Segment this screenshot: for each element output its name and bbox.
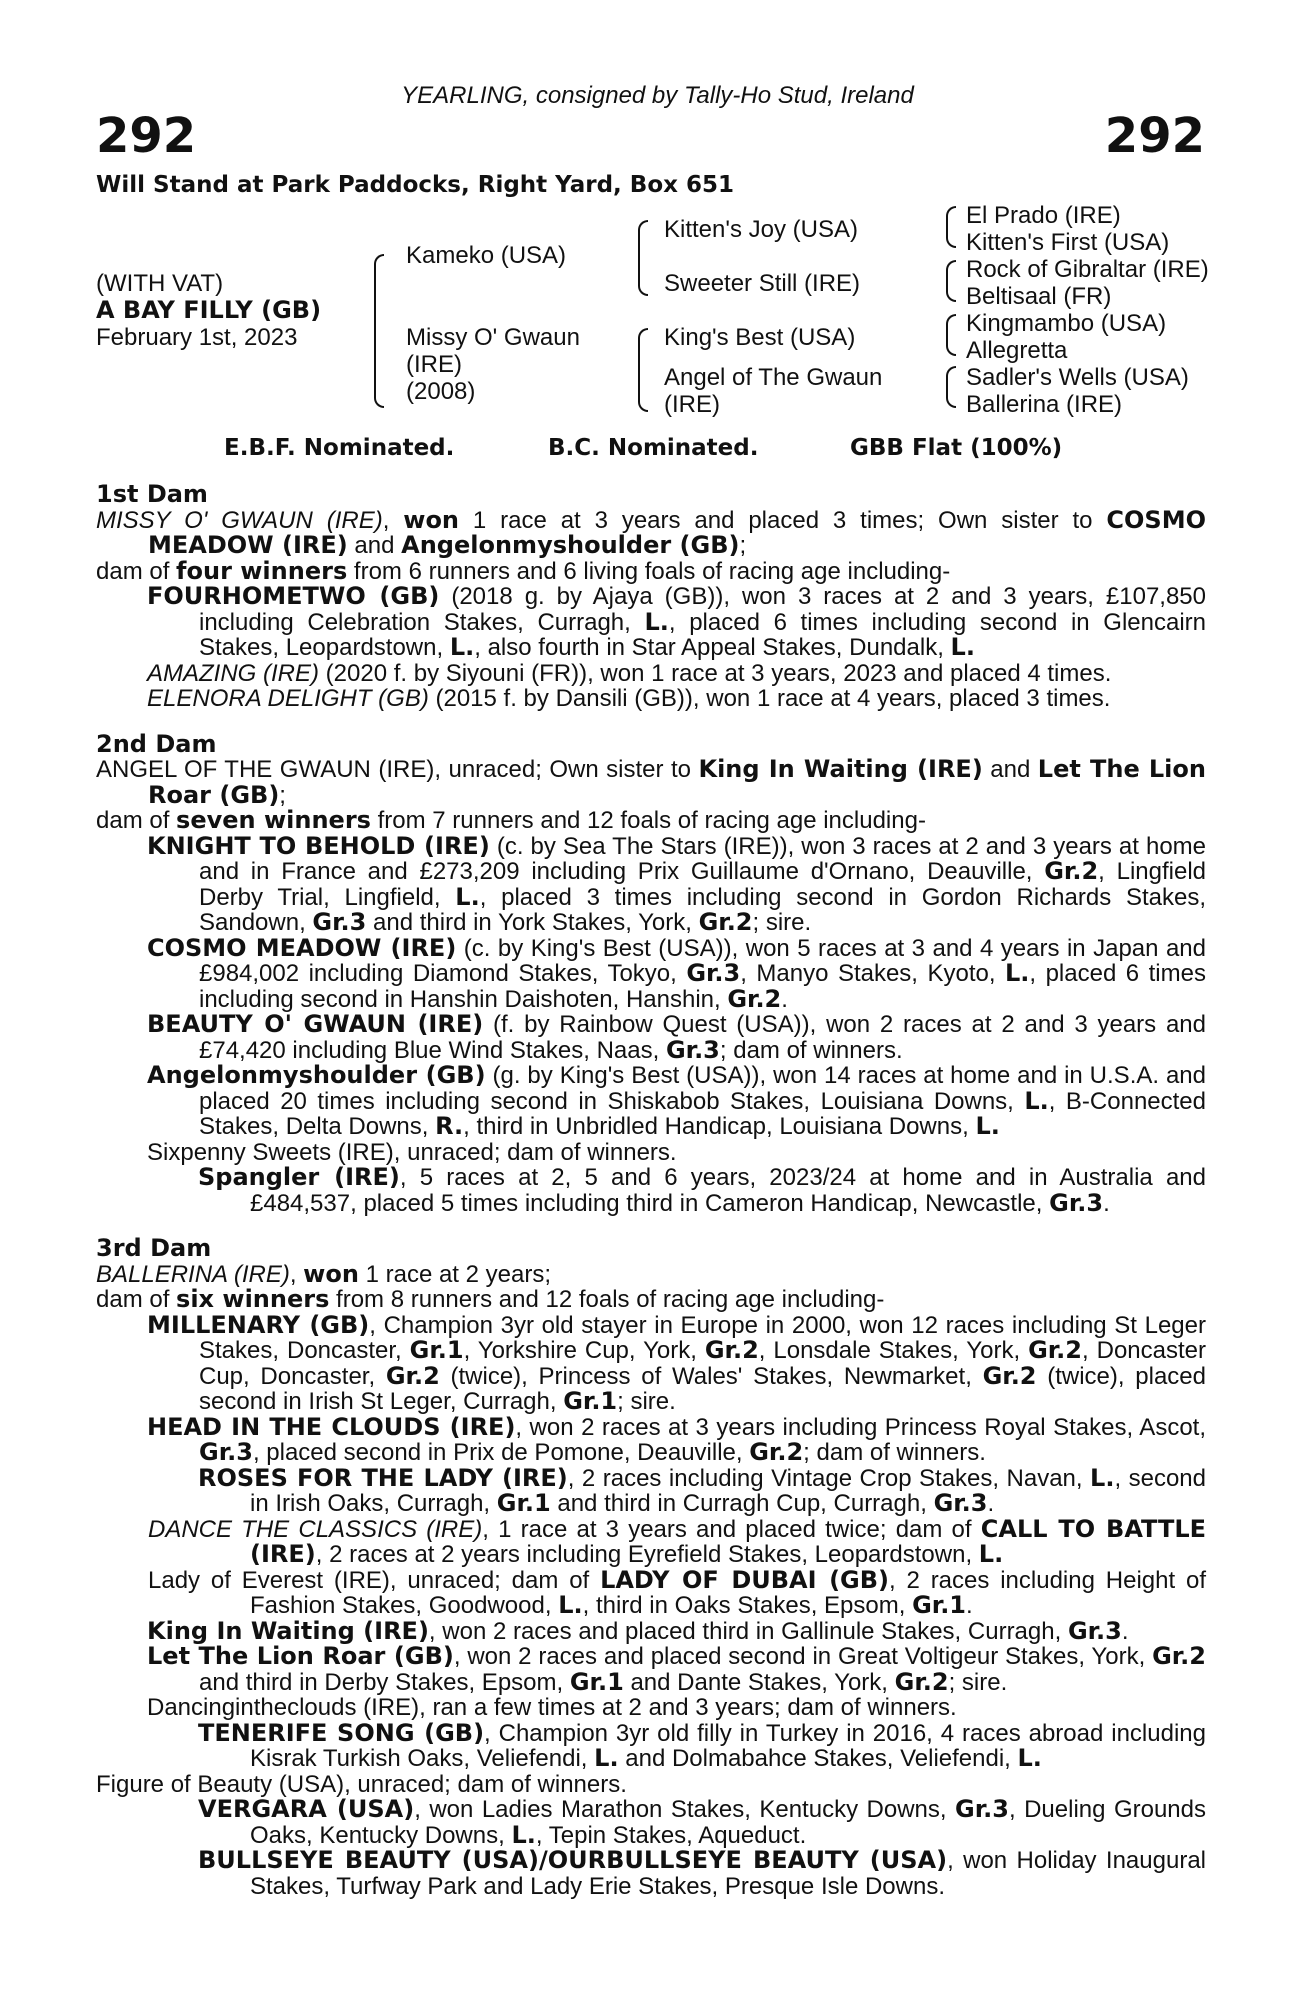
dam-name-line2: (IRE) bbox=[406, 351, 462, 378]
sire-sire: Kitten's Joy (USA) bbox=[664, 216, 858, 243]
gbb-scheme: GBB Flat (100%) bbox=[850, 435, 1063, 461]
pedigree-brace-sire bbox=[638, 220, 648, 296]
produce-entry: COSMO MEADOW (IRE) (c. by King's Best (USA)), won 5 races at 3 and 4 years in Japan and £984,002 including Diamond Stakes, Tokyo, Gr.3, Manyo Stakes, Kyoto, L., placed 6 times including second in Hanshin Daishoten, Hanshin, Gr.2. bbox=[147, 933, 1207, 1013]
produce-entry: Sixpenny Sweets (IRE), unraced; dam of winners. bbox=[147, 1138, 677, 1166]
produce-entry: Dancingintheclouds (IRE), ran a few times at 2 and 3 years; dam of winners. bbox=[147, 1694, 957, 1721]
produce-entry: Let The Lion Roar (GB), won 2 races and placed second in Great Voltigeur Stakes, York, Gr.2 and third in Derby Stakes, Epsom, Gr.1 and Dante Stakes, York, Gr.2; sire. bbox=[147, 1642, 1206, 1696]
produce-entry: AMAZING (IRE) (2020 f. by Siyouni (FR)), won 1 race at 3 years, 2023 and placed 4 times. bbox=[147, 659, 1112, 687]
lot-number-right: 292 bbox=[1104, 108, 1205, 164]
dam-name-line1: Missy O' Gwaun bbox=[406, 324, 580, 351]
pedigree-brace-main bbox=[374, 254, 384, 408]
sss-name: El Prado (IRE) bbox=[966, 202, 1121, 229]
produce-entry: BEAUTY O' GWAUN (IRE) (f. by Rainbow Quest (USA)), won 2 races at 2 and 3 years and £74,420 including Blue Wind Stakes, Naas, Gr.3; dam of winners. bbox=[147, 1010, 1207, 1064]
dam-sire: King's Best (USA) bbox=[664, 324, 856, 351]
sds-name: Rock of Gibraltar (IRE) bbox=[966, 256, 1209, 283]
produce-entry: HEAD IN THE CLOUDS (IRE), won 2 races at 3 years including Princess Royal Stakes, Ascot, Gr.3, placed second in Prix de Pomone, Deauville, Gr.2; dam of winners. bbox=[147, 1412, 1206, 1466]
first-dam-summary: MISSY O' GWAUN (IRE), won 1 race at 3 years and placed 3 times; Own sister to COSMO MEADOW (IRE) and Angelonmyshoulder (GB); bbox=[96, 505, 1206, 559]
dam-dam-line2: (IRE) bbox=[664, 391, 720, 418]
pedigree-brace-sd bbox=[946, 260, 956, 302]
sire-dam: Sweeter Still (IRE) bbox=[664, 270, 861, 297]
sire-name: Kameko (USA) bbox=[406, 242, 567, 269]
second-dam-summary: ANGEL OF THE GWAUN (IRE), unraced; Own sister to King In Waiting (IRE) and Let The Lion Roar (GB); bbox=[96, 755, 1206, 809]
produce-entry: TENERIFE SONG (GB), Champion 3yr old filly in Turkey in 2016, 4 races abroad including Kisrak Turkish Oaks, Veliefendi, L. and Dolmabahce Stakes, Veliefendi, L. bbox=[198, 1718, 1206, 1772]
ebf-nomination: E.B.F. Nominated. bbox=[224, 435, 455, 461]
produce-entry: MILLENARY (GB), Champion 3yr old stayer in Europe in 2000, won 12 races including St Leger Stakes, Doncaster, Gr.1, Yorkshire Cup, York, Gr.2, Lonsdale Stakes, York, Gr.2, Doncaster Cup, Doncaster, Gr.2 (twice), Princess of Wales' Stakes, Newmarket, Gr.2 (twice), placed second in Irish St Leger, Curragh, Gr.1; sire. bbox=[147, 1310, 1206, 1415]
second-dam-produce-intro: dam of seven winners from 7 runners and 12 foals of racing age including- bbox=[96, 806, 926, 834]
first-dam-produce-intro: dam of four winners from 6 runners and 6 living foals of racing age including- bbox=[96, 556, 951, 585]
pedigree-brace-dam bbox=[638, 328, 648, 412]
stand-location: Will Stand at Park Paddocks, Right Yard, Box 651 bbox=[96, 172, 734, 198]
first-dam-heading: 1st Dam bbox=[96, 480, 208, 508]
produce-entry: ELENORA DELIGHT (GB) (2015 f. by Dansili (GB)), won 1 race at 4 years, placed 3 times. bbox=[147, 685, 1111, 712]
foaling-date: February 1st, 2023 bbox=[96, 324, 298, 351]
produce-entry: DANCE THE CLASSICS (IRE), 1 race at 3 years and placed twice; dam of CALL TO BATTLE (IRE), 2 races at 2 years including Eyrefield Stakes, Leopardstown, L. bbox=[148, 1514, 1207, 1568]
pedigree-brace-ss bbox=[946, 206, 956, 248]
lot-number-left: 292 bbox=[96, 108, 197, 164]
produce-entry: Angelonmyshoulder (GB) (g. by King's Best (USA)), won 14 races at home and in U.S.A. and placed 20 times including second in Shiskabob Stakes, Louisiana Downs, L., B-Connected Stakes, Delta Downs, R., third in Unbridled Handicap, Louisiana Downs, L. bbox=[147, 1061, 1207, 1140]
pedigree-brace-ds bbox=[946, 314, 956, 356]
produce-entry: Spangler (IRE), 5 races at 2, 5 and 6 years, 2023/24 at home and in Australia and £484,537, placed 5 times including third in Cameron Handicap, Newcastle, Gr.3. bbox=[198, 1163, 1206, 1217]
produce-entry: VERGARA (USA), won Ladies Marathon Stakes, Kentucky Downs, Gr.3, Dueling Grounds Oaks, Kentucky Downs, L., Tepin Stakes, Aqueduct. bbox=[198, 1795, 1206, 1849]
dam-dam-line1: Angel of The Gwaun bbox=[664, 364, 883, 391]
dds-name: Sadler's Wells (USA) bbox=[966, 364, 1189, 391]
produce-entry: Lady of Everest (IRE), unraced; dam of LADY OF DUBAI (GB), 2 races including Height of Fashion Stakes, Goodwood, L., third in Oaks Stakes, Epsom, Gr.1. bbox=[148, 1565, 1207, 1619]
dam-name-line3: (2008) bbox=[406, 378, 476, 405]
sdd-name: Beltisaal (FR) bbox=[966, 283, 1112, 310]
produce-entry: Figure of Beauty (USA), unraced; dam of winners. bbox=[96, 1770, 627, 1798]
produce-entry: BULLSEYE BEAUTY (USA)/OURBULLSEYE BEAUTY (USA), won Holiday Inaugural Stakes, Turfway Park and Lady Erie Stakes, Presque Isle Downs. bbox=[198, 1846, 1206, 1900]
produce-entry: KNIGHT TO BEHOLD (IRE) (c. by Sea The Stars (IRE)), won 3 races at 2 and 3 years at home and in France and £273,209 including Prix Guillaume d'Ornano, Deauville, Gr.2, Lingfield Derby Trial, Lingfield, L., placed 3 times including second in Gordon Richards Stakes, Sandown, Gr.3 and third in York Stakes, York, Gr.2; sire. bbox=[147, 831, 1207, 936]
second-dam-heading: 2nd Dam bbox=[96, 729, 217, 758]
horse-name: A BAY FILLY (GB) bbox=[96, 296, 322, 324]
third-dam-summary: BALLERINA (IRE), won 1 race at 2 years; bbox=[96, 1259, 552, 1288]
produce-entry: ROSES FOR THE LADY (IRE), 2 races including Vintage Crop Stakes, Navan, L., second in Irish Oaks, Curragh, Gr.1 and third in Curragh Cup, Curragh, Gr.3. bbox=[198, 1463, 1206, 1517]
catalogue-body bbox=[96, 482, 1206, 1899]
ddd-name: Ballerina (IRE) bbox=[966, 391, 1123, 418]
pedigree-brace-dd bbox=[946, 366, 956, 408]
bc-nomination: B.C. Nominated. bbox=[548, 435, 759, 461]
produce-entry: King In Waiting (IRE), won 2 races and placed third in Gallinule Stakes, Curragh, Gr.3. bbox=[147, 1616, 1129, 1645]
dss-name: Kingmambo (USA) bbox=[966, 310, 1167, 337]
consignor-line: YEARLING, consigned by Tally-Ho Stud, Ireland bbox=[401, 82, 914, 109]
third-dam-heading: 3rd Dam bbox=[96, 1234, 212, 1262]
vat-note: (WITH VAT) bbox=[96, 270, 224, 297]
third-dam-produce-intro: dam of six winners from 8 runners and 12 foals of racing age including- bbox=[96, 1285, 885, 1313]
dsd-name: Allegretta bbox=[966, 337, 1068, 364]
ssd-name: Kitten's First (USA) bbox=[966, 229, 1170, 256]
dam-name: MISSY O' GWAUN (IRE) bbox=[96, 506, 383, 534]
produce-entry: FOURHOMETWO (GB) (2018 g. by Ajaya (GB)), won 3 races at 2 and 3 years, £107,850 including Celebration Stakes, Curragh, L., placed 6 times including second in Glencairn Stakes, Leopardstown, L., also fourth in Star Appeal Stakes, Dundalk, L. bbox=[147, 582, 1207, 661]
